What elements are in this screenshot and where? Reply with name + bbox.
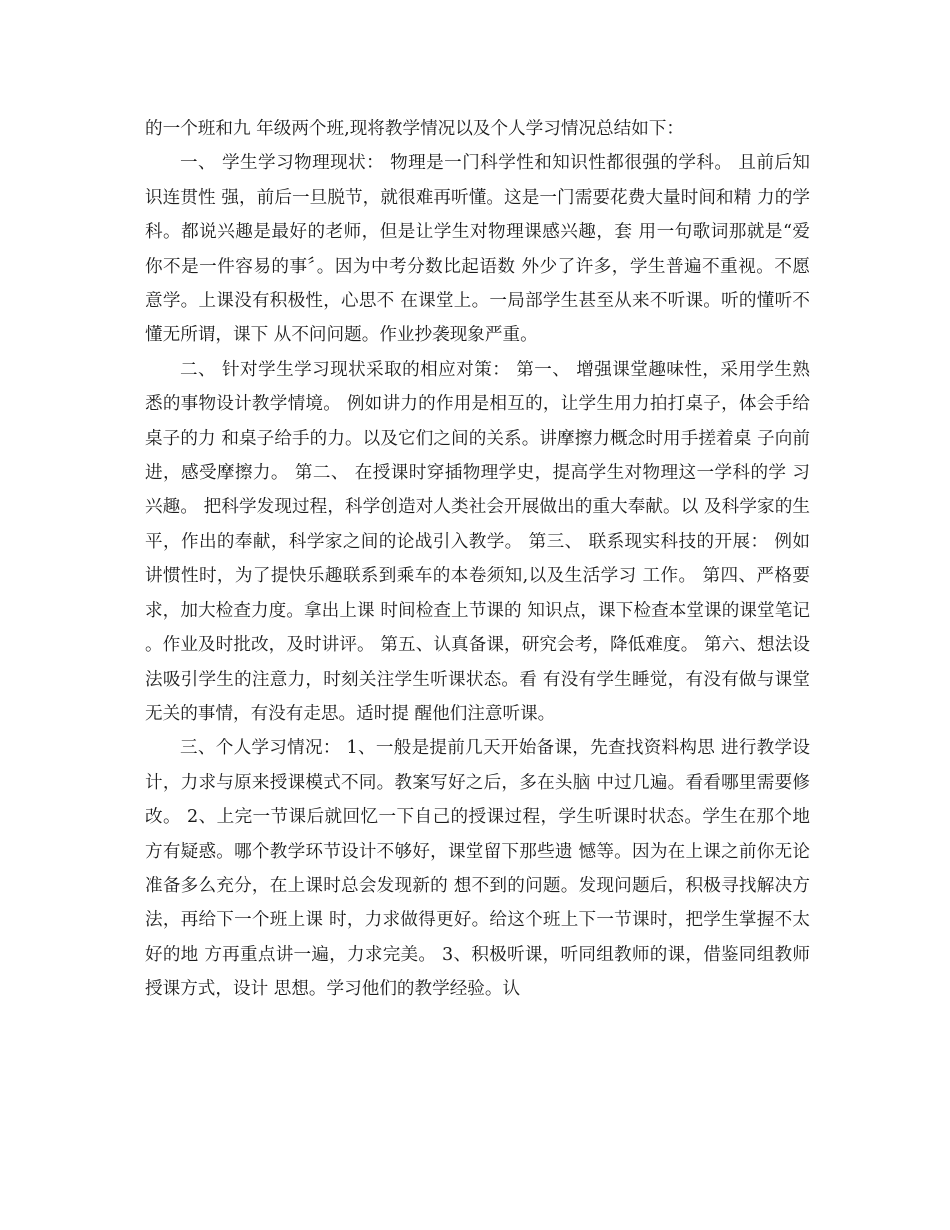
- section-3-paragraph: 三、个人学习情况： 1、一般是提前几天开始备课，先查找资料构思 进行教学设计，力求与原来授课模式不同。教案写好之后，多在头脑 中过几遍。看看哪里需要修改。 2、上完一节课后就回忆一下自己的授课过程，学生听课时状态。学生在那个地方有疑惑。哪个教学环节设计不够好，课堂留下那些遗 憾等。因为在上课之前你无论准备多么充分，在上课时总会发现新的 想不到的问题。发现问题后，积极寻找解决方法，再给下一个班上课 时，力求做得更好。给这个班上下一节课时，把学生掌握不太好的地 方再重点讲一遍，力求完美。 3、积极听课，听同组教师的课，借鉴同组教师授课方式，设计 思想。学习他们的教学经验。认: [145, 738, 810, 1000]
- document-body: [145, 112, 810, 1007]
- section-1-paragraph: 一、 学生学习物理现状： 物理是一门科学性和知识性都很强的学科。 且前后知识连贯性 强，前后一旦脱节，就很难再听懂。这是一门需要花费大量时间和精 力的学科。都说兴趣是最好的老师，但是让学生对物理课感兴趣，套 用一句歌词那就是“爱你不是一件容易的事〞。因为中考分数比起语数 外少了许多，学生普遍不重视。不愿意学。上课没有积极性，心思不 在课堂上。一局部学生甚至从来不听课。听的懂听不懂无所谓，课下 从不问问题。作业抄袭现象严重。: [145, 153, 810, 346]
- section-2-paragraph: 二、 针对学生学习现状采取的相应对策： 第一、 增强课堂趣味性，采用学生熟悉的事物设计教学情境。 例如讲力的作用是相互的，让学生用力拍打桌子，体会手给桌子的力 和桌子给手的力。以及它们之间的关系。讲摩擦力概念时用手搓着桌 子向前进，感受摩擦力。 第二、 在授课时穿插物理学史，提高学生对物理这一学科的学 习兴趣。 把科学发现过程，科学创造对人类社会开展做出的重大奉献。以 及科学家的生平，作出的奉献，科学家之间的论战引入教学。 第三、 联系现实科技的开展： 例如讲惯性时，为了提快乐趣联系到乘车的本卷须知,以及生活学习 工作。 第四、严格要求，加大检查力度。拿出上课 时间检查上节课的 知识点，课下检查本堂课的课堂笔记。作业及时批改，及时讲评。 第五、认真备课，研究会考，降低难度。 第六、想法设法吸引学生的注意力，时刻关注学生听课状态。看 有没有学生睡觉，有没有做与课堂无关的事情，有没有走思。适时提 醒他们注意听课。: [145, 359, 810, 724]
- intro-paragraph: 的一个班和九 年级两个班,现将教学情况以及个人学习情况总结如下：: [145, 119, 685, 139]
